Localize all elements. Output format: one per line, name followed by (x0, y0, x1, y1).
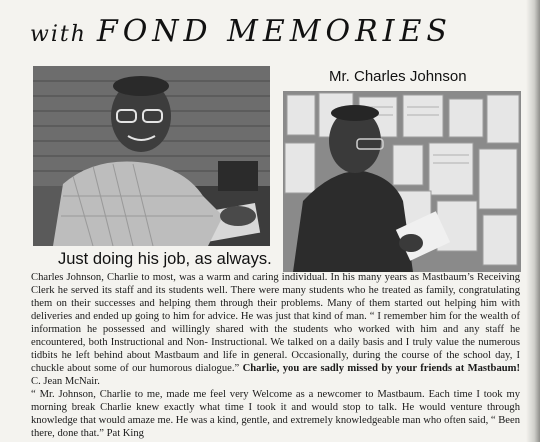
photo-caption-right: Mr. Charles Johnson (329, 68, 467, 85)
article-bold-line: Charlie, you are sadly missed by your friends at Mastbaum! (242, 363, 520, 374)
header-title: FOND MEMORIES (96, 14, 452, 49)
quote-paragraph: “ Mr. Johnson, Charlie to me, made me feel very Welcome as a newcomer to Mastbaum. Each time I took my morning break Charlie knew exactly what time I took it and would stop to talk. He would venture through knowledge that would amaze me. He was a kind, gentle, and extremely knowledgeable man who often said, “ Been there, done that.” Pat King (31, 389, 520, 439)
article-body (31, 271, 520, 388)
photo-caption-left: Just doing his job, as always. (58, 250, 272, 268)
photo-at-desk (33, 66, 270, 246)
header-prefix: with (30, 22, 87, 47)
page-gutter (526, 0, 540, 442)
article-signature: C. Jean McNair. (31, 376, 100, 387)
article-paragraph: Charles Johnson, Charlie to most, was a warm and caring individual. In his many years as Mastbaum’s Receiving Clerk he served its staff and its students well. There were many students who he treated as family, congratulating them on their successes and helping them through their problems. Many of them started out helping him with deliveries and ended up going to him for advice. He was just that kind of man. “ I remember him for the wealth of information he possessed and willingly shared with the students who worked with him and any staff he encountered, both Instructional and Non- Instructional. We talked on a daily basis and I truly value the numerous tidbits he left behind about Mastbaum and life in general. Occasionally, during the course of the school day, I chuckle about some of our humorous dialogue.” (31, 272, 520, 374)
page-header (30, 14, 452, 49)
photo-bulletin-board (283, 91, 521, 272)
